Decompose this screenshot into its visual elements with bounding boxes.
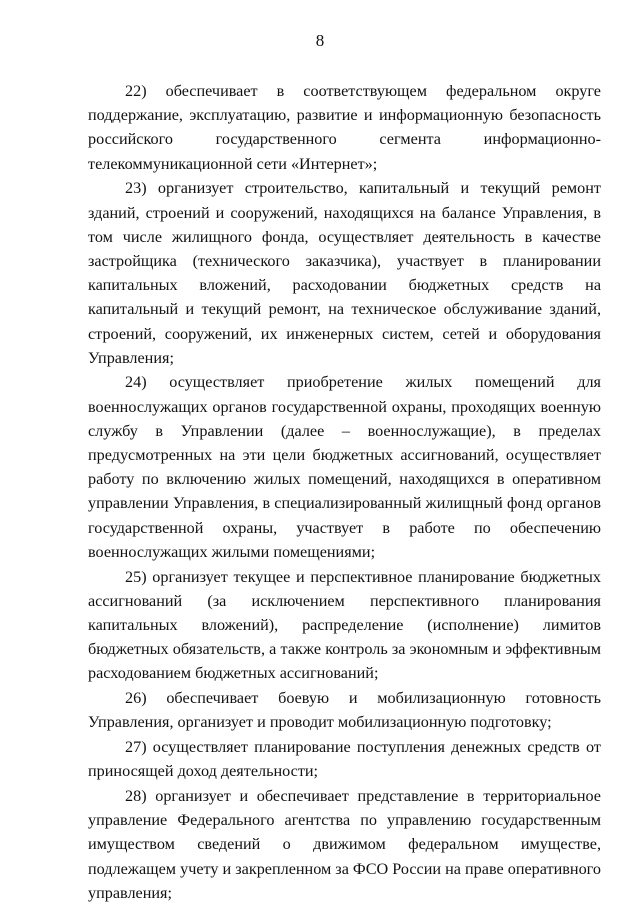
paragraph-item-25: 25) организует текущее и перспективное планирование бюджетных ассигнований (за исключением перспективного планирования капитальных вложений), распределение (исполнение) лимитов бюджетных обязательств, а также контроль за экономным и эффективным расходованием бюджетных ассигнований; (88, 567, 601, 683)
page-number: 8 (315, 31, 325, 50)
paragraph-item-23: 23) организует строительство, капитальный и текущий ремонт зданий, строений и сооружений, находящихся на балансе Управления, в том числе жилищного фонда, осуществляет деятельность в качестве застройщика (технического заказчика), участвует в планировании капитальных вложений, расходовании бюджетных средств на капитальный и текущий ремонт, на техническое обслуживание зданий, строений, сооружений, их инженерных систем, сетей и оборудования Управления; (88, 179, 601, 367)
document-body (88, 79, 601, 905)
paragraph-item-26: 26) обеспечивает боевую и мобилизационную готовность Управления, организует и проводит мобилизационную подготовку; (88, 689, 601, 732)
paragraph-item-28: 28) организует и обеспечивает представление в территориальное управление Федерального агентства по управлению государственным имуществом сведений о движимом федеральном имуществе, подлежащем учету и закрепленном за ФСО России на праве оперативного управления; (88, 786, 601, 902)
paragraph-item-27: 27) осуществляет планирование поступления денежных средств от приносящей доход деятельности; (88, 737, 601, 781)
paragraph-item-22: 22) обеспечивает в соответствующем федеральном округе поддержание, эксплуатацию, развитие и информационную безопасность российского государственного сегмента информационно-телекоммуникационной сети «Интернет»; (88, 82, 601, 173)
paragraph-item-24: 24) осуществляет приобретение жилых помещений для военнослужащих органов государственной охраны, проходящих военную службу в Управлении (далее – военнослужащие), в пределах предусмотренных на эти цели бюджетных ассигнований, осуществляет работу по включению жилых помещений, находящихся в оперативном управлении Управления, в специализированный жилищный фонд органов государственной охраны, участвует в работе по обеспечению военнослужащих жилыми помещениями; (88, 373, 601, 561)
